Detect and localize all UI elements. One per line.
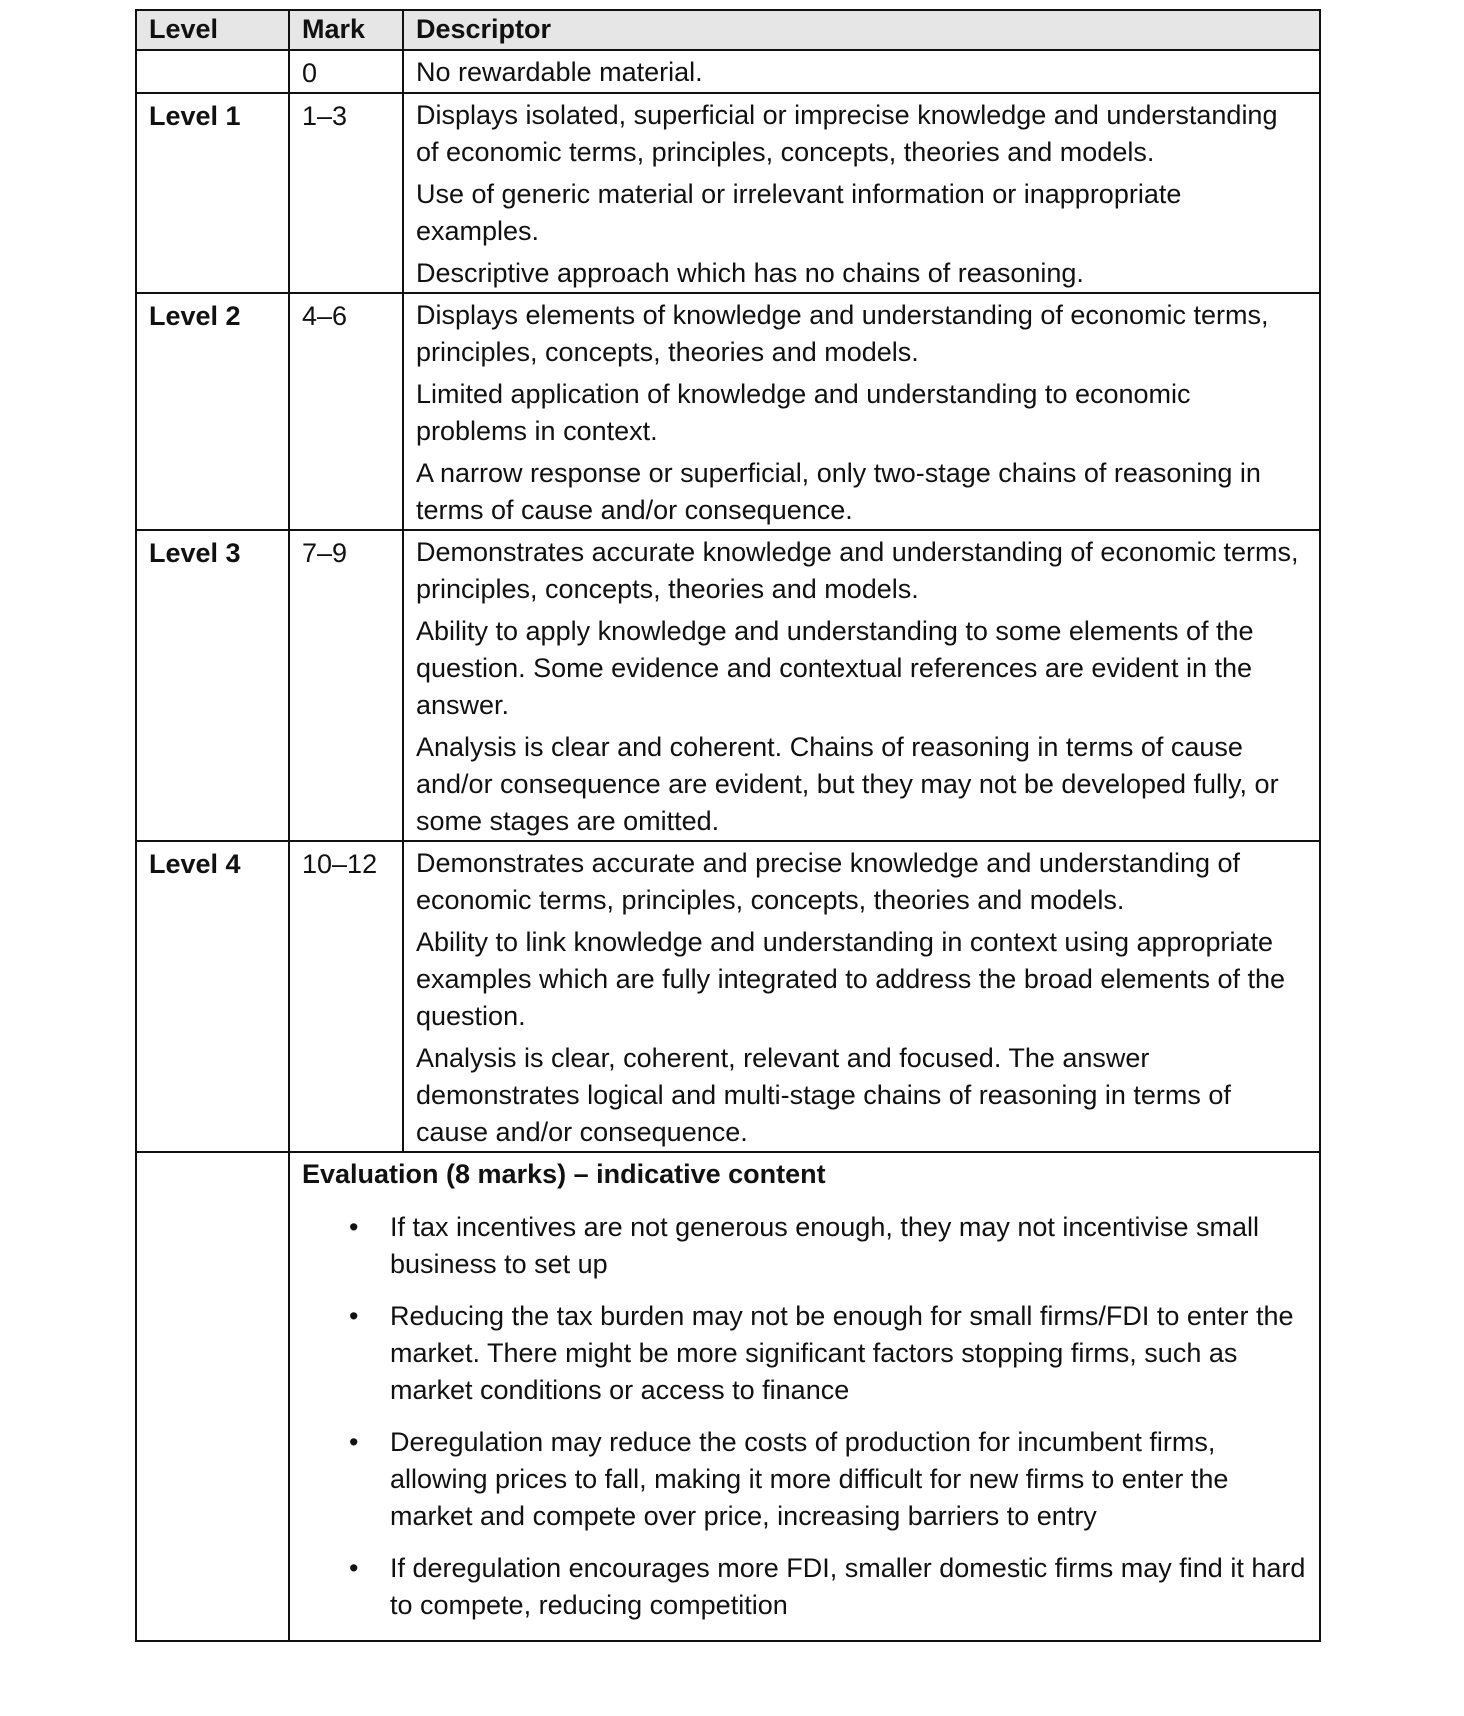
- list-item-text: If tax incentives are not generous enough, they may not incentivise small business to set up: [390, 1212, 1259, 1279]
- header-row: [136, 10, 1320, 50]
- level-cell: Level 2: [136, 293, 289, 530]
- mark-cell: 10–12: [289, 841, 403, 1152]
- table-row: [136, 841, 1320, 1152]
- list-item-text: If deregulation encourages more FDI, smaller domestic firms may find it hard to compete, reducing competition: [390, 1553, 1306, 1620]
- header-descriptor: Descriptor: [403, 10, 1320, 50]
- bullet-icon: •: [349, 1553, 359, 1583]
- table-row: [136, 50, 1320, 93]
- list-item: [302, 1550, 1307, 1624]
- header-mark: Mark: [289, 10, 403, 50]
- level-cell: Level 3: [136, 530, 289, 841]
- mark-cell: 1–3: [289, 93, 403, 293]
- descriptor-text: Demonstrates accurate and precise knowledge and understanding of economic terms, principles, concepts, theories and models.: [416, 848, 1241, 915]
- list-item: [302, 1298, 1307, 1409]
- descriptor-text: No rewardable material.: [416, 57, 703, 87]
- mark-cell: 4–6: [289, 293, 403, 530]
- bullet-icon: •: [349, 1427, 359, 1457]
- mark-cell: 0: [289, 50, 403, 93]
- descriptor-cell: [403, 50, 1320, 93]
- list-item-text: Deregulation may reduce the costs of production for incumbent firms, allowing prices to fall, making it more difficult for new firms to enter the market and compete over price, increasing barriers to entry: [390, 1427, 1229, 1531]
- descriptor-text: Demonstrates accurate knowledge and understanding of economic terms, principles, concepts, theories and models.: [416, 537, 1299, 604]
- level-cell: [136, 50, 289, 93]
- descriptor-cell: [403, 93, 1320, 293]
- descriptor-text: Displays isolated, superficial or imprecise knowledge and understanding of economic terms, principles, concepts, theories and models.: [416, 100, 1278, 167]
- empty-level-cell: [136, 1152, 289, 1641]
- header-level: Level: [136, 10, 289, 50]
- table-row: [136, 530, 1320, 841]
- evaluation-cell: [289, 1152, 1320, 1641]
- descriptor-text: Displays elements of knowledge and understanding of economic terms, principles, concepts, theories and models.: [416, 300, 1269, 367]
- descriptor-text: Ability to link knowledge and understanding in context using appropriate examples which are fully integrated to address the broad elements of the question.: [416, 927, 1285, 1031]
- descriptor-text: Descriptive approach which has no chains of reasoning.: [416, 258, 1084, 288]
- list-item: [302, 1209, 1307, 1283]
- list-item: [302, 1424, 1307, 1535]
- table-row: [136, 293, 1320, 530]
- bullet-icon: •: [349, 1212, 359, 1242]
- mark-scheme-table: [135, 9, 1321, 1642]
- evaluation-list: [302, 1209, 1307, 1624]
- descriptor-cell: [403, 293, 1320, 530]
- level-cell: Level 4: [136, 841, 289, 1152]
- list-item-text: Reducing the tax burden may not be enough for small firms/FDI to enter the market. There might be more significant factors stopping firms, such as market conditions or access to finance: [390, 1301, 1294, 1405]
- descriptor-text: Use of generic material or irrelevant information or inappropriate examples.: [416, 179, 1182, 246]
- evaluation-row: [136, 1152, 1320, 1641]
- descriptor-text: Analysis is clear, coherent, relevant and focused. The answer demonstrates logical and multi-stage chains of reasoning in terms of cause and/or consequence.: [416, 1043, 1231, 1147]
- descriptor-cell: [403, 841, 1320, 1152]
- descriptor-cell: [403, 530, 1320, 841]
- descriptor-text: Limited application of knowledge and understanding to economic problems in context.: [416, 379, 1191, 446]
- table-row: [136, 93, 1320, 293]
- mark-cell: 7–9: [289, 530, 403, 841]
- bullet-icon: •: [349, 1301, 359, 1331]
- descriptor-text: A narrow response or superficial, only two-stage chains of reasoning in terms of cause and/or consequence.: [416, 458, 1261, 525]
- descriptor-text: Ability to apply knowledge and understanding to some elements of the question. Some evidence and contextual references are evident in the answer.: [416, 616, 1254, 720]
- evaluation-title: Evaluation (8 marks) – indicative content: [302, 1159, 826, 1189]
- level-cell: Level 1: [136, 93, 289, 293]
- descriptor-text: Analysis is clear and coherent. Chains of reasoning in terms of cause and/or consequence are evident, but they may not be developed fully, or some stages are omitted.: [416, 732, 1279, 836]
